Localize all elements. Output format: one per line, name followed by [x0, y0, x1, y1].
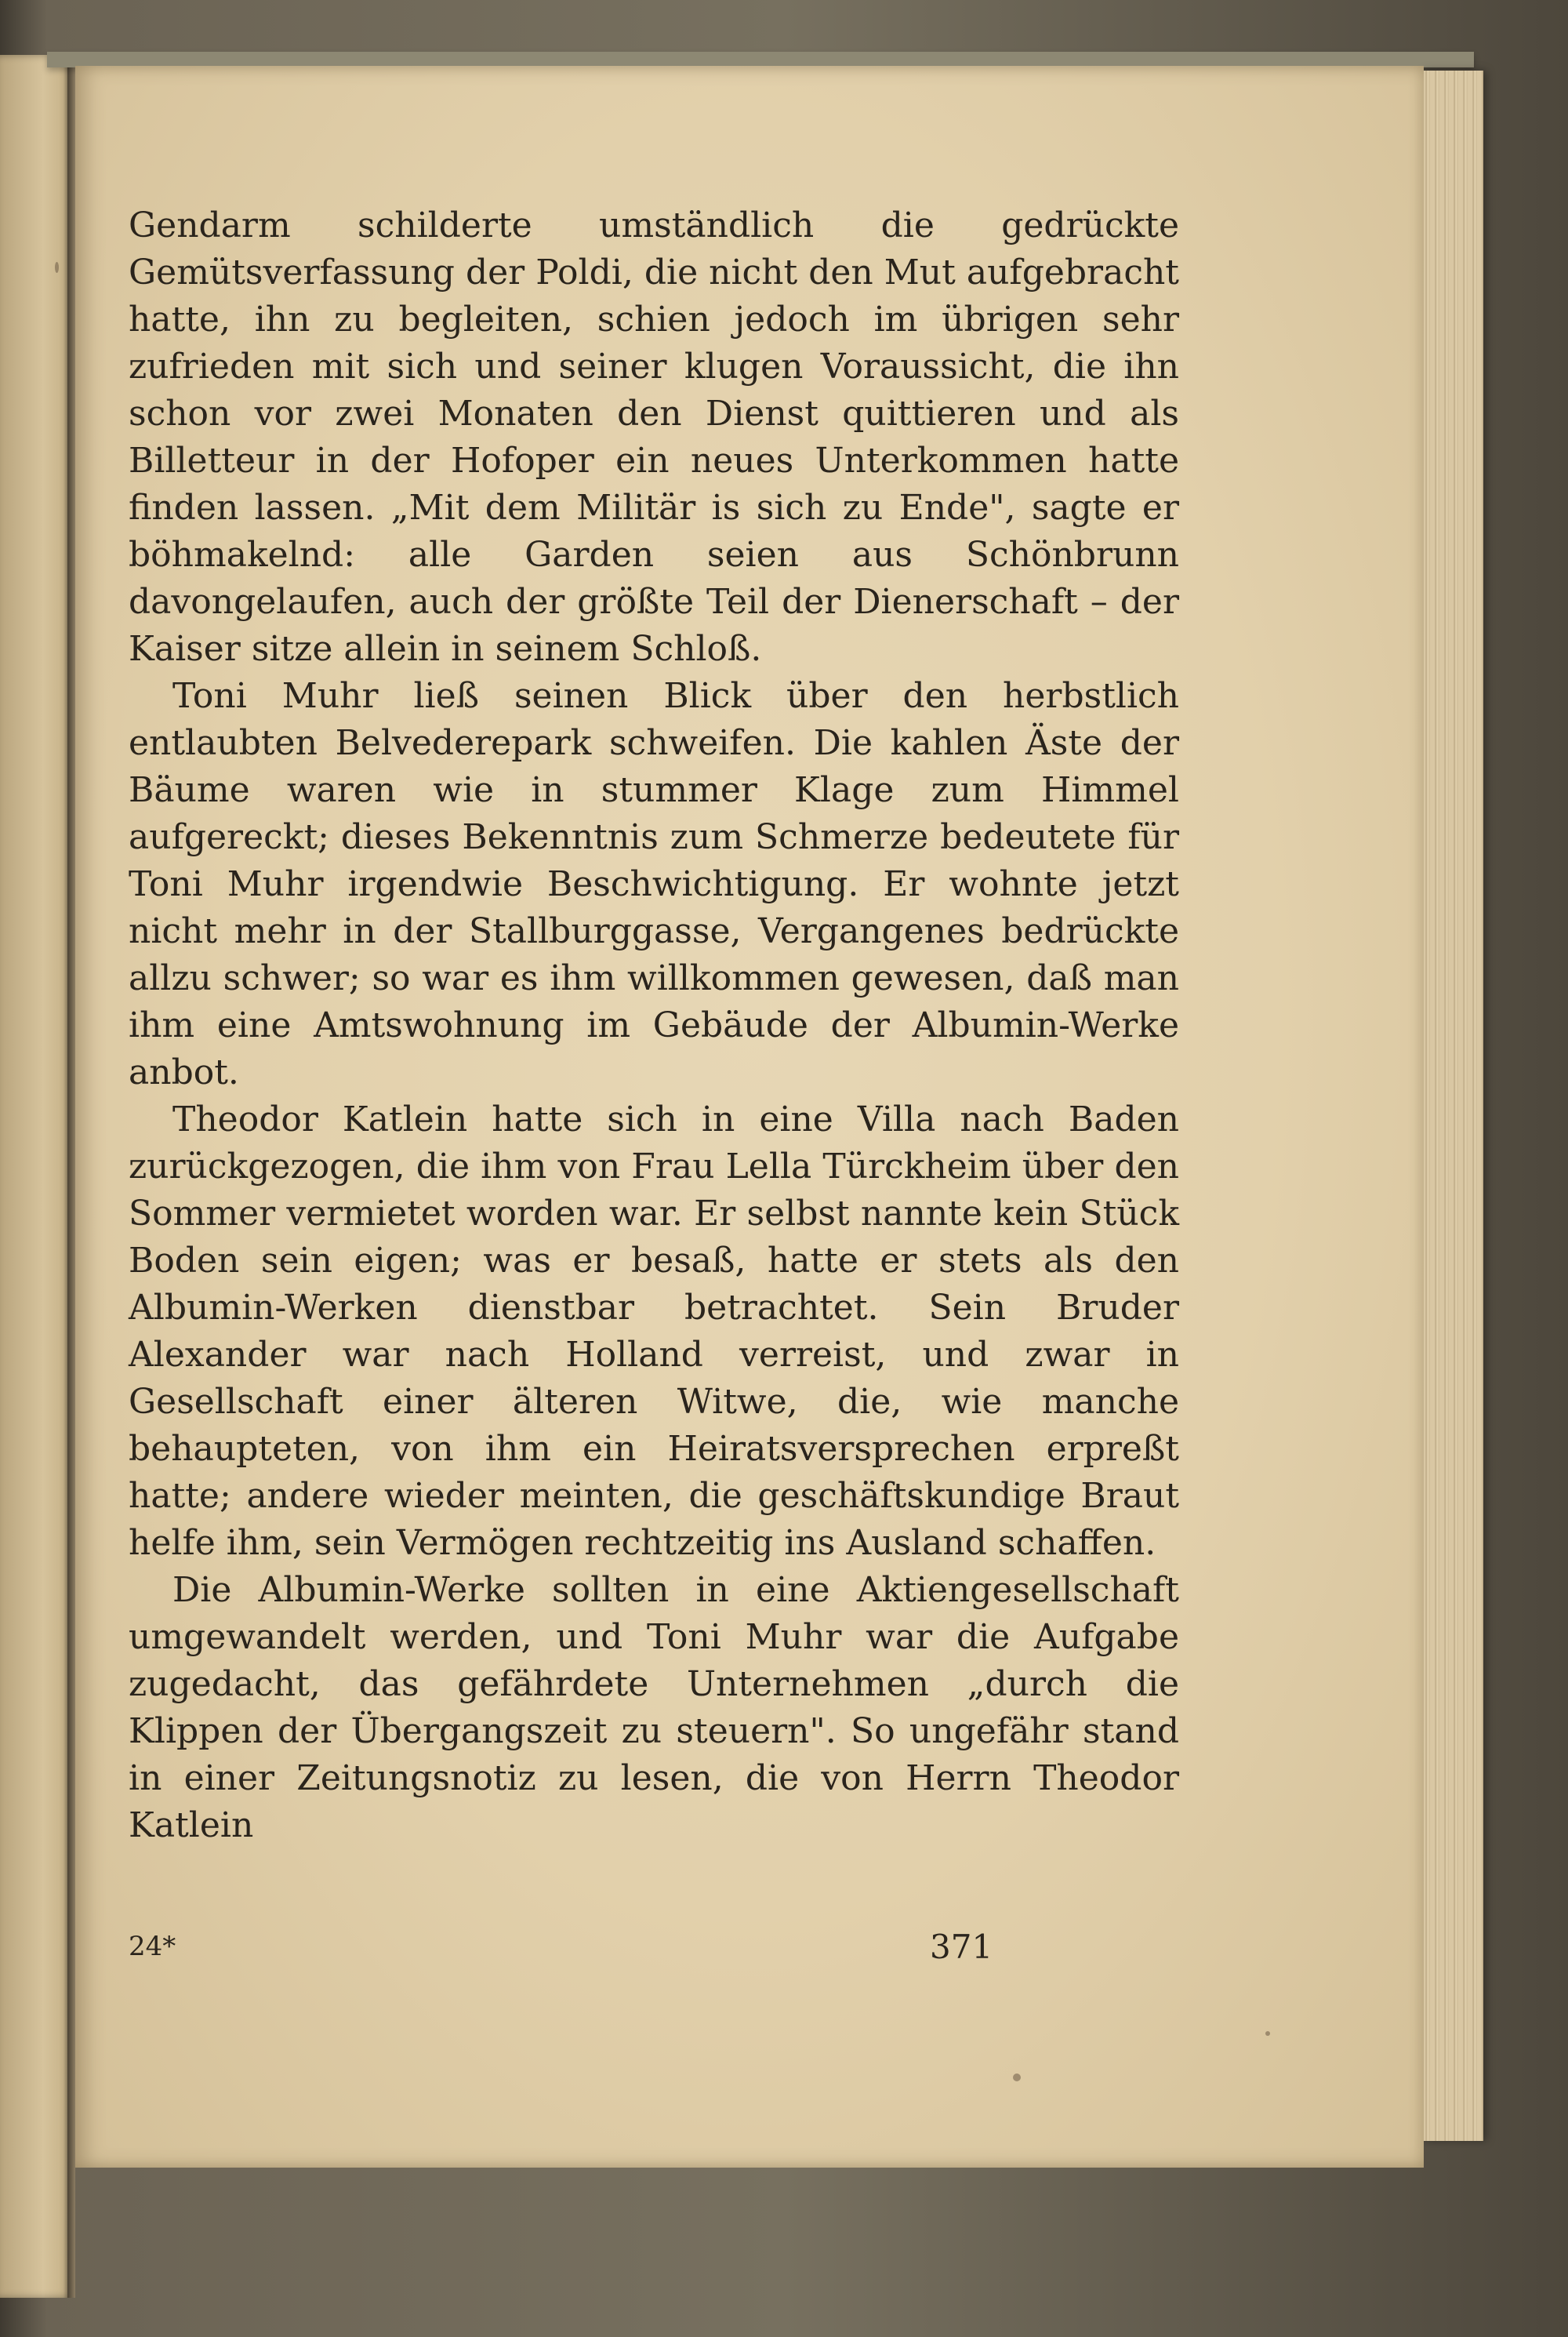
- paper-speck: [55, 262, 59, 273]
- paper-speck: [1013, 2073, 1021, 2081]
- facing-page-edge: [0, 55, 72, 2298]
- book-spine: [67, 55, 75, 2298]
- page-number: 371: [930, 1928, 993, 1966]
- paper-speck: [1265, 2031, 1270, 2036]
- paragraph-4: Die Albumin-Werke sollten in eine Aktiengesellschaft umgewandelt werden, und Toni Muhr war die Aufgabe zugedacht, das gefährdete Unternehmen „durch die Klippen der Übergangszeit zu steuern". So ungefähr stand in einer Zeitungsnotiz zu lesen, die von Herrn Theodor Katlein: [129, 1570, 1179, 1845]
- paragraph-1: Gendarm schilderte umständlich die gedrückte Gemütsverfassung der Poldi, die nicht den Mut aufgebracht hatte, ihn zu begleiten, schien jedoch im übrigen sehr zufrieden mit sich und seiner klugen Voraussicht, die ihn schon vor zwei Monaten den Dienst quittieren und als Billetteur in der Hofoper ein neues Unterkommen hatte finden lassen. „Mit dem Militär is sich zu Ende", sagte er böhmakelnd: alle Garden seien aus Schönbrunn davongelaufen, auch der größte Teil der Dienerschaft – der Kaiser sitze allein in seinem Schloß.: [129, 205, 1179, 669]
- paragraph-3: Theodor Katlein hatte sich in eine Villa nach Baden zurückgezogen, die ihm von Frau Lella Türckheim über den Sommer vermietet worden war. Er selbst nannte kein Stück Boden sein eigen; was er besaß, hatte er stets als den Albumin-Werken dienstbar betrachtet. Sein Bruder Alexander war nach Holland verreist, und zwar in Gesellschaft einer älteren Witwe, die, wie manche behaupteten, von ihm ein Heiratsversprechen erpreßt hatte; andere wieder meinten, die geschäftskundige Braut helfe ihm, sein Vermögen rechtzeitig ins Ausland schaffen.: [129, 1099, 1179, 1563]
- body-text: [129, 202, 1179, 1849]
- page-edges-right: [1421, 71, 1483, 2141]
- cover-top-edge: [47, 52, 1474, 67]
- signature-mark: 24*: [129, 1931, 176, 1962]
- paragraph-2: Toni Muhr ließ seinen Blick über den herbstlich entlaubten Belvederepark schweifen. Die kahlen Äste der Bäume waren wie in stummer Klage zum Himmel aufgereckt; dieses Bekenntnis zum Schmerze bedeutete für Toni Muhr irgendwie Beschwichtigung. Er wohnte jetzt nicht mehr in der Stallburggasse, Vergangenes bedrückte allzu schwer; so war es ihm willkommen gewesen, daß man ihm eine Amtswohnung im Gebäude der Albumin-Werke anbot.: [129, 676, 1179, 1092]
- page-footer: [129, 1928, 1179, 1975]
